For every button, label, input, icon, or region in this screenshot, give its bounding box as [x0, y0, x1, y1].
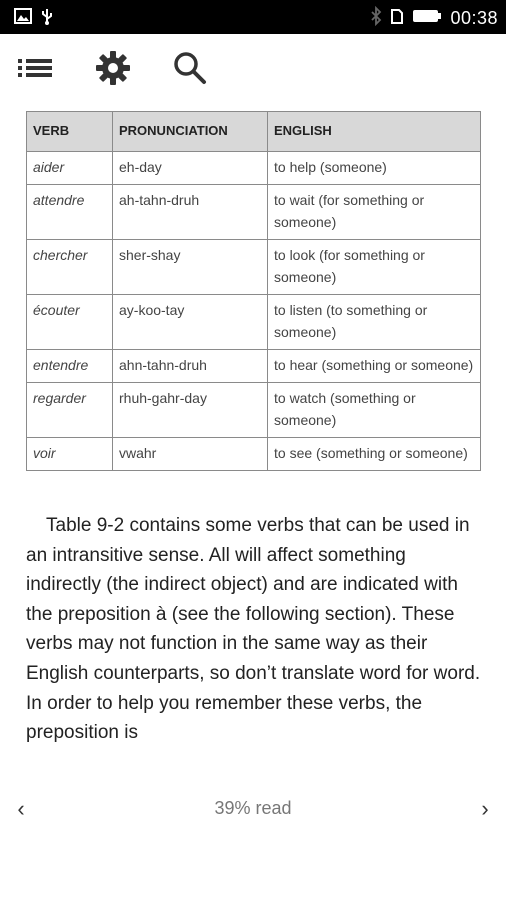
- header-pronunciation: PRONUNCIATION: [113, 112, 268, 152]
- english-cell: to look (for something or someone): [268, 240, 481, 295]
- table-row: [27, 240, 481, 295]
- table-row: [27, 152, 481, 185]
- book-paragraph: Table 9-2 contains some verbs that can be used in an intransitive sense. All will affect something indirectly (the indirect object) and are indicated with the preposition à (see the following section). These verbs may not function in the same way as their English counterparts, so don’t translate word for word. In order to help you remember these verbs, the preposition is: [26, 515, 481, 744]
- english-cell: to see (something or someone): [268, 438, 481, 471]
- bluetooth-icon: [370, 6, 382, 31]
- search-button[interactable]: [168, 48, 212, 92]
- reader-footer: [0, 790, 506, 828]
- chevron-right-icon: ›: [481, 796, 489, 821]
- pronunciation-cell: sher-shay: [113, 240, 268, 295]
- verb-cell: attendre: [27, 185, 113, 240]
- pronunciation-cell: eh-day: [113, 152, 268, 185]
- pronunciation-cell: vwahr: [113, 438, 268, 471]
- pronunciation-cell: ah-tahn-druh: [113, 185, 268, 240]
- status-clock: 00:38: [450, 8, 498, 28]
- sim-icon: [390, 7, 404, 30]
- settings-gear-icon: [95, 50, 131, 91]
- usb-icon: [40, 7, 54, 30]
- pronunciation-cell: rhuh-gahr-day: [113, 383, 268, 438]
- pronunciation-cell: ahn-tahn-druh: [113, 350, 268, 383]
- english-cell: to listen (to something or someone): [268, 295, 481, 350]
- english-cell: to hear (something or someone): [268, 350, 481, 383]
- pronunciation-cell: ay-koo-tay: [113, 295, 268, 350]
- verb-cell: entendre: [27, 350, 113, 383]
- table-row: [27, 438, 481, 471]
- verb-cell: voir: [27, 438, 113, 471]
- next-page-button[interactable]: [470, 794, 500, 824]
- table-of-contents-button[interactable]: [13, 48, 57, 92]
- table-row: [27, 350, 481, 383]
- status-left-icons: [14, 7, 54, 30]
- reading-progress: 39% read: [214, 798, 292, 818]
- verb-cell: écouter: [27, 295, 113, 350]
- status-right-icons: [370, 6, 498, 31]
- verb-table: [26, 111, 481, 471]
- table-header-row: [27, 112, 481, 152]
- verb-cell: regarder: [27, 383, 113, 438]
- status-bar: [0, 0, 506, 34]
- menu-list-icon: [18, 57, 52, 84]
- verb-cell: aider: [27, 152, 113, 185]
- header-english: ENGLISH: [268, 112, 481, 152]
- header-verb: VERB: [27, 112, 113, 152]
- search-icon: [173, 51, 207, 90]
- english-cell: to help (someone): [268, 152, 481, 185]
- table-row: [27, 295, 481, 350]
- verb-cell: chercher: [27, 240, 113, 295]
- table-row: [27, 185, 481, 240]
- settings-button[interactable]: [91, 48, 135, 92]
- table-row: [27, 383, 481, 438]
- battery-icon: [412, 8, 442, 29]
- image-icon: [14, 8, 32, 29]
- reader-toolbar: [0, 34, 506, 104]
- english-cell: to watch (something or someone): [268, 383, 481, 438]
- english-cell: to wait (for something or someone): [268, 185, 481, 240]
- chevron-left-icon: ‹: [17, 796, 25, 821]
